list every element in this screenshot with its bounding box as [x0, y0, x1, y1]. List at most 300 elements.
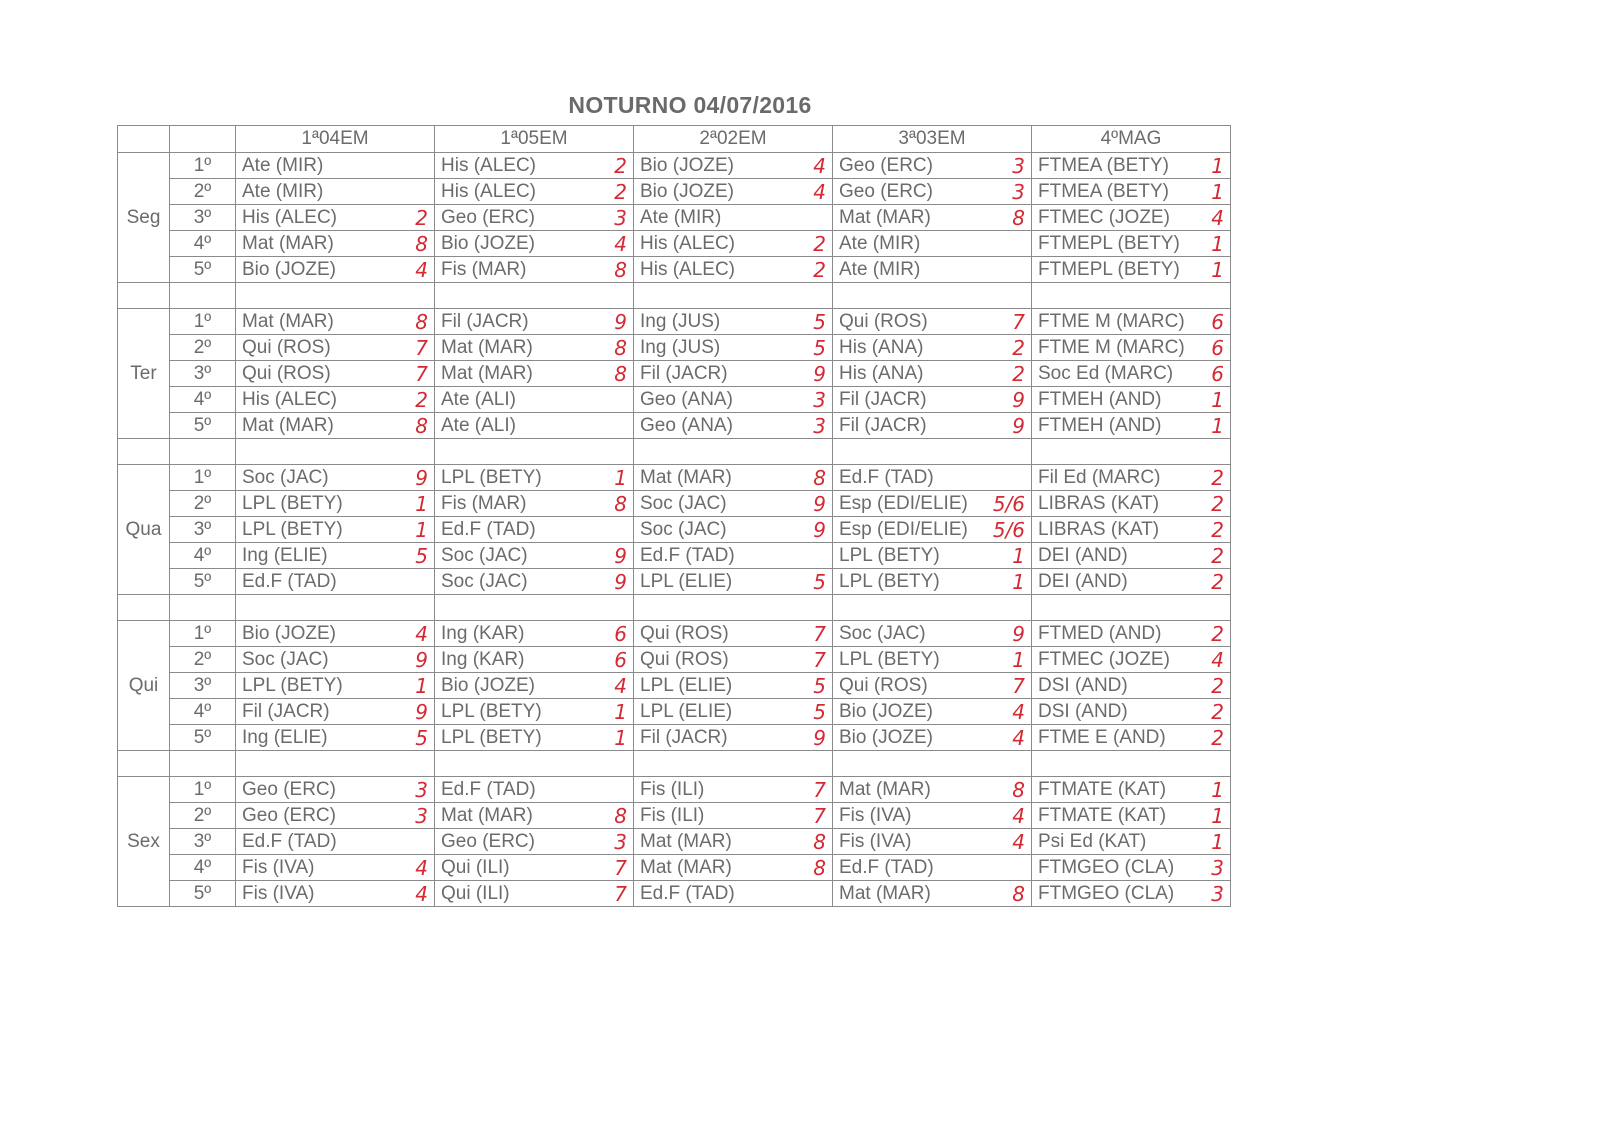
handwritten-number: 7 — [813, 777, 826, 802]
separator-row — [118, 595, 1231, 621]
subject-teacher: Ate (MIR) — [242, 154, 324, 176]
lesson-content — [435, 622, 633, 646]
period-label: 2º — [170, 803, 236, 829]
lesson-content — [1032, 856, 1230, 880]
lesson-cell — [833, 335, 1032, 361]
lesson-content — [435, 726, 633, 750]
lesson-content — [634, 830, 832, 854]
lesson-cell — [1032, 647, 1231, 673]
lesson-cell — [236, 413, 435, 439]
lesson-cell — [634, 413, 833, 439]
lesson-cell — [236, 673, 435, 699]
lesson-cell — [833, 699, 1032, 725]
handwritten-number: 4 — [1012, 803, 1025, 828]
lesson-content — [634, 804, 832, 828]
lesson-content — [634, 154, 832, 178]
lesson-content — [435, 310, 633, 334]
lesson-cell — [435, 543, 634, 569]
handwritten-number: 1 — [1012, 647, 1025, 672]
subject-teacher: FTMGEO (CLA) — [1038, 856, 1175, 878]
lesson-content — [435, 180, 633, 204]
handwritten-number: 6 — [1211, 335, 1224, 360]
subject-teacher: FTMGEO (CLA) — [1038, 882, 1175, 904]
handwritten-number: 4 — [1012, 725, 1025, 750]
subject-teacher: LPL (BETY) — [242, 518, 343, 540]
handwritten-number: 9 — [415, 647, 428, 672]
lesson-content — [1032, 778, 1230, 802]
period-label: 1º — [170, 465, 236, 491]
lesson-cell — [435, 699, 634, 725]
lesson-cell — [435, 309, 634, 335]
handwritten-number: 2 — [614, 153, 627, 178]
separator-cell — [118, 595, 170, 621]
handwritten-number: 4 — [813, 179, 826, 204]
lesson-content — [435, 389, 633, 411]
subject-teacher: LPL (ELIE) — [640, 570, 733, 592]
lesson-content — [435, 648, 633, 672]
handwritten-number: 5 — [415, 725, 428, 750]
subject-teacher: Qui (ILI) — [441, 882, 510, 904]
lesson-content — [236, 310, 434, 334]
handwritten-number: 4 — [415, 257, 428, 282]
lesson-cell — [1032, 699, 1231, 725]
lesson-cell — [236, 829, 435, 855]
lesson-cell — [1032, 257, 1231, 283]
period-label: 3º — [170, 361, 236, 387]
lesson-content — [435, 856, 633, 880]
schedule-row — [118, 725, 1231, 751]
lesson-content — [833, 830, 1031, 854]
lesson-cell — [435, 647, 634, 673]
handwritten-number: 2 — [1012, 335, 1025, 360]
lesson-content — [1032, 310, 1230, 334]
lesson-cell — [833, 179, 1032, 205]
lesson-cell — [236, 699, 435, 725]
handwritten-number: 5/6 — [992, 491, 1025, 516]
lesson-content — [634, 726, 832, 750]
subject-teacher: Bio (JOZE) — [640, 180, 734, 202]
handwritten-number: 7 — [813, 621, 826, 646]
handwritten-number: 3 — [415, 777, 428, 802]
subject-teacher: FTMEA (BETY) — [1038, 154, 1169, 176]
handwritten-number: 3 — [813, 413, 826, 438]
handwritten-number: 1 — [1211, 153, 1224, 178]
subject-teacher: Geo (ERC) — [242, 804, 336, 826]
lesson-cell — [236, 257, 435, 283]
lesson-cell — [1032, 855, 1231, 881]
schedule-body — [118, 153, 1231, 907]
subject-teacher: Qui (ROS) — [839, 674, 928, 696]
lesson-content — [833, 336, 1031, 360]
subject-teacher: His (ALEC) — [441, 180, 537, 202]
class-header: 2ª02EM — [634, 126, 833, 153]
handwritten-number: 7 — [1012, 309, 1025, 334]
handwritten-number: 8 — [1012, 205, 1025, 230]
lesson-cell — [833, 153, 1032, 179]
schedule-table — [117, 125, 1231, 907]
subject-teacher: Mat (MAR) — [839, 206, 931, 228]
handwritten-number: 7 — [415, 335, 428, 360]
subject-teacher: FTMEH (AND) — [1038, 414, 1162, 436]
lesson-cell — [236, 335, 435, 361]
period-label: 3º — [170, 829, 236, 855]
handwritten-number: 2 — [1211, 725, 1224, 750]
lesson-cell — [435, 517, 634, 543]
subject-teacher: Ing (JUS) — [640, 336, 721, 358]
lesson-content — [634, 207, 832, 229]
lesson-content — [236, 492, 434, 516]
lesson-content — [236, 466, 434, 490]
handwritten-number: 8 — [415, 413, 428, 438]
subject-teacher: Geo (ERC) — [242, 778, 336, 800]
lesson-content — [236, 856, 434, 880]
subject-teacher: Soc (JAC) — [242, 648, 329, 670]
lesson-content — [634, 492, 832, 516]
subject-teacher: His (ANA) — [839, 362, 924, 384]
subject-teacher: Ed.F (TAD) — [640, 544, 735, 566]
header-row — [118, 126, 1231, 153]
handwritten-number: 2 — [614, 179, 627, 204]
period-label: 5º — [170, 881, 236, 907]
subject-teacher: Mat (MAR) — [640, 830, 732, 852]
subject-teacher: His (ALEC) — [441, 154, 537, 176]
lesson-cell — [1032, 881, 1231, 907]
lesson-cell — [833, 309, 1032, 335]
subject-teacher: Soc (JAC) — [441, 544, 528, 566]
lesson-cell — [833, 647, 1032, 673]
handwritten-number: 3 — [1211, 881, 1224, 906]
period-label: 5º — [170, 257, 236, 283]
day-label: Qui — [118, 621, 170, 751]
lesson-content — [1032, 674, 1230, 698]
subject-teacher: Fis (IVA) — [839, 830, 912, 852]
subject-teacher: Fis (MAR) — [441, 258, 527, 280]
handwritten-number: 2 — [1012, 361, 1025, 386]
subject-teacher: LPL (BETY) — [839, 544, 940, 566]
subject-teacher: Qui (ROS) — [242, 362, 331, 384]
lesson-cell — [435, 725, 634, 751]
handwritten-number: 5 — [813, 569, 826, 594]
handwritten-number: 5 — [813, 699, 826, 724]
lesson-cell — [833, 803, 1032, 829]
period-label: 2º — [170, 491, 236, 517]
subject-teacher: Ate (MIR) — [242, 180, 324, 202]
handwritten-number: 2 — [1211, 673, 1224, 698]
lesson-content — [1032, 362, 1230, 386]
separator-cell — [435, 595, 634, 621]
lesson-content — [236, 726, 434, 750]
handwritten-number: 6 — [614, 647, 627, 672]
subject-teacher: Ing (KAR) — [441, 622, 525, 644]
period-label: 3º — [170, 517, 236, 543]
lesson-cell — [236, 725, 435, 751]
lesson-cell — [1032, 465, 1231, 491]
separator-cell — [118, 439, 170, 465]
lesson-content — [435, 206, 633, 230]
handwritten-number: 3 — [1012, 179, 1025, 204]
handwritten-number: 2 — [1211, 491, 1224, 516]
handwritten-number: 1 — [1012, 569, 1025, 594]
handwritten-number: 1 — [1211, 179, 1224, 204]
separator-cell — [170, 439, 236, 465]
subject-teacher: Fil (JACR) — [441, 310, 529, 332]
lesson-cell — [634, 257, 833, 283]
lesson-cell — [236, 205, 435, 231]
subject-teacher: LPL (BETY) — [839, 648, 940, 670]
lesson-cell — [435, 153, 634, 179]
handwritten-number: 2 — [1211, 699, 1224, 724]
subject-teacher: Fil Ed (MARC) — [1038, 466, 1161, 488]
lesson-cell — [1032, 205, 1231, 231]
schedule-row — [118, 413, 1231, 439]
lesson-content — [833, 857, 1031, 879]
lesson-cell — [634, 881, 833, 907]
handwritten-number: 8 — [813, 829, 826, 854]
lesson-content — [634, 310, 832, 334]
day-label: Sex — [118, 777, 170, 907]
handwritten-number: 7 — [614, 855, 627, 880]
lesson-cell — [833, 855, 1032, 881]
subject-teacher: LPL (ELIE) — [640, 700, 733, 722]
lesson-content — [634, 518, 832, 542]
lesson-cell — [435, 257, 634, 283]
lesson-cell — [435, 621, 634, 647]
subject-teacher: LPL (BETY) — [441, 726, 542, 748]
handwritten-number: 4 — [415, 621, 428, 646]
lesson-cell — [634, 205, 833, 231]
separator-cell — [236, 751, 435, 777]
lesson-cell — [1032, 413, 1231, 439]
lesson-cell — [236, 777, 435, 803]
subject-teacher: Soc (JAC) — [640, 492, 727, 514]
separator-cell — [170, 751, 236, 777]
subject-teacher: DSI (AND) — [1038, 674, 1128, 696]
handwritten-number: 1 — [415, 673, 428, 698]
schedule-row — [118, 335, 1231, 361]
lesson-cell — [634, 387, 833, 413]
lesson-cell — [634, 855, 833, 881]
subject-teacher: Qui (ROS) — [640, 622, 729, 644]
handwritten-number: 1 — [1211, 777, 1224, 802]
subject-teacher: Ing (KAR) — [441, 648, 525, 670]
lesson-content — [833, 233, 1031, 255]
handwritten-number: 1 — [614, 699, 627, 724]
subject-teacher: LPL (BETY) — [242, 674, 343, 696]
lesson-content — [236, 518, 434, 542]
subject-teacher: Geo (ERC) — [441, 830, 535, 852]
period-label: 2º — [170, 647, 236, 673]
lesson-content — [236, 258, 434, 282]
lesson-cell — [435, 673, 634, 699]
lesson-cell — [435, 569, 634, 595]
subject-teacher: Geo (ERC) — [839, 180, 933, 202]
subject-teacher: Ate (ALI) — [441, 388, 516, 410]
handwritten-number: 8 — [614, 803, 627, 828]
subject-teacher: Bio (JOZE) — [441, 232, 535, 254]
lesson-cell — [833, 361, 1032, 387]
handwritten-number: 5/6 — [992, 517, 1025, 542]
lesson-content — [1032, 414, 1230, 438]
subject-teacher: FTMATE (KAT) — [1038, 804, 1167, 826]
subject-teacher: Mat (MAR) — [441, 362, 533, 384]
handwritten-number: 7 — [813, 803, 826, 828]
day-label: Ter — [118, 309, 170, 439]
period-label: 4º — [170, 231, 236, 257]
lesson-content — [1032, 882, 1230, 906]
schedule-row — [118, 153, 1231, 179]
subject-teacher: FTME M (MARC) — [1038, 336, 1185, 358]
subject-teacher: Qui (ROS) — [839, 310, 928, 332]
handwritten-number: 6 — [1211, 309, 1224, 334]
lesson-cell — [1032, 569, 1231, 595]
subject-teacher: Qui (ROS) — [640, 648, 729, 670]
class-header: 1ª04EM — [236, 126, 435, 153]
lesson-content — [1032, 622, 1230, 646]
lesson-content — [435, 492, 633, 516]
lesson-content — [833, 648, 1031, 672]
lesson-cell — [634, 465, 833, 491]
lesson-content — [435, 700, 633, 724]
lesson-cell — [236, 621, 435, 647]
lesson-cell — [236, 153, 435, 179]
lesson-cell — [634, 491, 833, 517]
lesson-cell — [634, 673, 833, 699]
handwritten-number: 1 — [415, 517, 428, 542]
handwritten-number: 1 — [1012, 543, 1025, 568]
subject-teacher: FTMEPL (BETY) — [1038, 232, 1180, 254]
lesson-content — [833, 310, 1031, 334]
lesson-cell — [236, 543, 435, 569]
subject-teacher: LPL (BETY) — [242, 492, 343, 514]
subject-teacher: FTMEPL (BETY) — [1038, 258, 1180, 280]
separator-cell — [170, 283, 236, 309]
subject-teacher: Mat (MAR) — [441, 804, 533, 826]
lesson-content — [833, 492, 1031, 516]
lesson-cell — [435, 387, 634, 413]
period-label: 5º — [170, 725, 236, 751]
lesson-content — [1032, 804, 1230, 828]
subject-teacher: Bio (JOZE) — [839, 700, 933, 722]
subject-teacher: DEI (AND) — [1038, 570, 1128, 592]
day-label: Seg — [118, 153, 170, 283]
lesson-content — [634, 778, 832, 802]
lesson-content — [833, 726, 1031, 750]
separator-cell — [236, 283, 435, 309]
subject-teacher: DEI (AND) — [1038, 544, 1128, 566]
subject-teacher: Ed.F (TAD) — [839, 466, 934, 488]
handwritten-number: 3 — [1211, 855, 1224, 880]
schedule-row — [118, 673, 1231, 699]
lesson-cell — [833, 387, 1032, 413]
subject-teacher: His (ALEC) — [640, 232, 736, 254]
handwritten-number: 9 — [415, 699, 428, 724]
lesson-content — [236, 648, 434, 672]
lesson-content — [833, 622, 1031, 646]
lesson-cell — [435, 881, 634, 907]
lesson-cell — [236, 881, 435, 907]
handwritten-number: 7 — [813, 647, 826, 672]
separator-cell — [833, 283, 1032, 309]
subject-teacher: FTMED (AND) — [1038, 622, 1162, 644]
lesson-cell — [833, 621, 1032, 647]
subject-teacher: His (ANA) — [839, 336, 924, 358]
schedule-row — [118, 543, 1231, 569]
handwritten-number: 4 — [1211, 205, 1224, 230]
lesson-cell — [1032, 309, 1231, 335]
subject-teacher: Ate (MIR) — [640, 206, 722, 228]
handwritten-number: 1 — [1211, 231, 1224, 256]
separator-row — [118, 751, 1231, 777]
subject-teacher: LIBRAS (KAT) — [1038, 492, 1160, 514]
lesson-cell — [833, 491, 1032, 517]
lesson-cell — [634, 699, 833, 725]
lesson-cell — [435, 335, 634, 361]
lesson-content — [435, 258, 633, 282]
subject-teacher: Mat (MAR) — [441, 336, 533, 358]
lesson-content — [435, 336, 633, 360]
class-header: 3ª03EM — [833, 126, 1032, 153]
separator-row — [118, 439, 1231, 465]
lesson-content — [1032, 336, 1230, 360]
subject-teacher: Mat (MAR) — [640, 466, 732, 488]
lesson-cell — [1032, 387, 1231, 413]
separator-cell — [634, 439, 833, 465]
lesson-cell — [236, 465, 435, 491]
subject-teacher: Fis (ILI) — [640, 804, 705, 826]
schedule-row — [118, 387, 1231, 413]
subject-teacher: Fil (JACR) — [242, 700, 330, 722]
handwritten-number: 9 — [614, 543, 627, 568]
lesson-cell — [236, 361, 435, 387]
subject-teacher: Mat (MAR) — [839, 778, 931, 800]
handwritten-number: 9 — [813, 725, 826, 750]
lesson-content — [833, 544, 1031, 568]
handwritten-number: 4 — [1012, 699, 1025, 724]
handwritten-number: 8 — [415, 231, 428, 256]
lesson-content — [236, 155, 434, 177]
schedule-row — [118, 647, 1231, 673]
period-label: 2º — [170, 335, 236, 361]
subject-teacher: Bio (JOZE) — [242, 622, 336, 644]
lesson-cell — [833, 465, 1032, 491]
lesson-cell — [236, 309, 435, 335]
handwritten-number: 2 — [1211, 621, 1224, 646]
lesson-cell — [435, 491, 634, 517]
period-label: 4º — [170, 543, 236, 569]
lesson-cell — [435, 361, 634, 387]
handwritten-number: 8 — [614, 257, 627, 282]
lesson-content — [236, 388, 434, 412]
lesson-cell — [1032, 803, 1231, 829]
lesson-cell — [236, 647, 435, 673]
header-blank-period — [170, 126, 236, 153]
lesson-cell — [435, 413, 634, 439]
lesson-content — [1032, 154, 1230, 178]
subject-teacher: Ed.F (TAD) — [242, 570, 337, 592]
lesson-cell — [833, 517, 1032, 543]
handwritten-number: 9 — [614, 569, 627, 594]
handwritten-number: 4 — [614, 673, 627, 698]
header-blank-day — [118, 126, 170, 153]
period-label: 2º — [170, 179, 236, 205]
lesson-cell — [833, 829, 1032, 855]
subject-teacher: Fis (MAR) — [441, 492, 527, 514]
lesson-cell — [833, 413, 1032, 439]
lesson-content — [435, 362, 633, 386]
lesson-content — [435, 830, 633, 854]
handwritten-number: 1 — [1211, 829, 1224, 854]
period-label: 3º — [170, 673, 236, 699]
